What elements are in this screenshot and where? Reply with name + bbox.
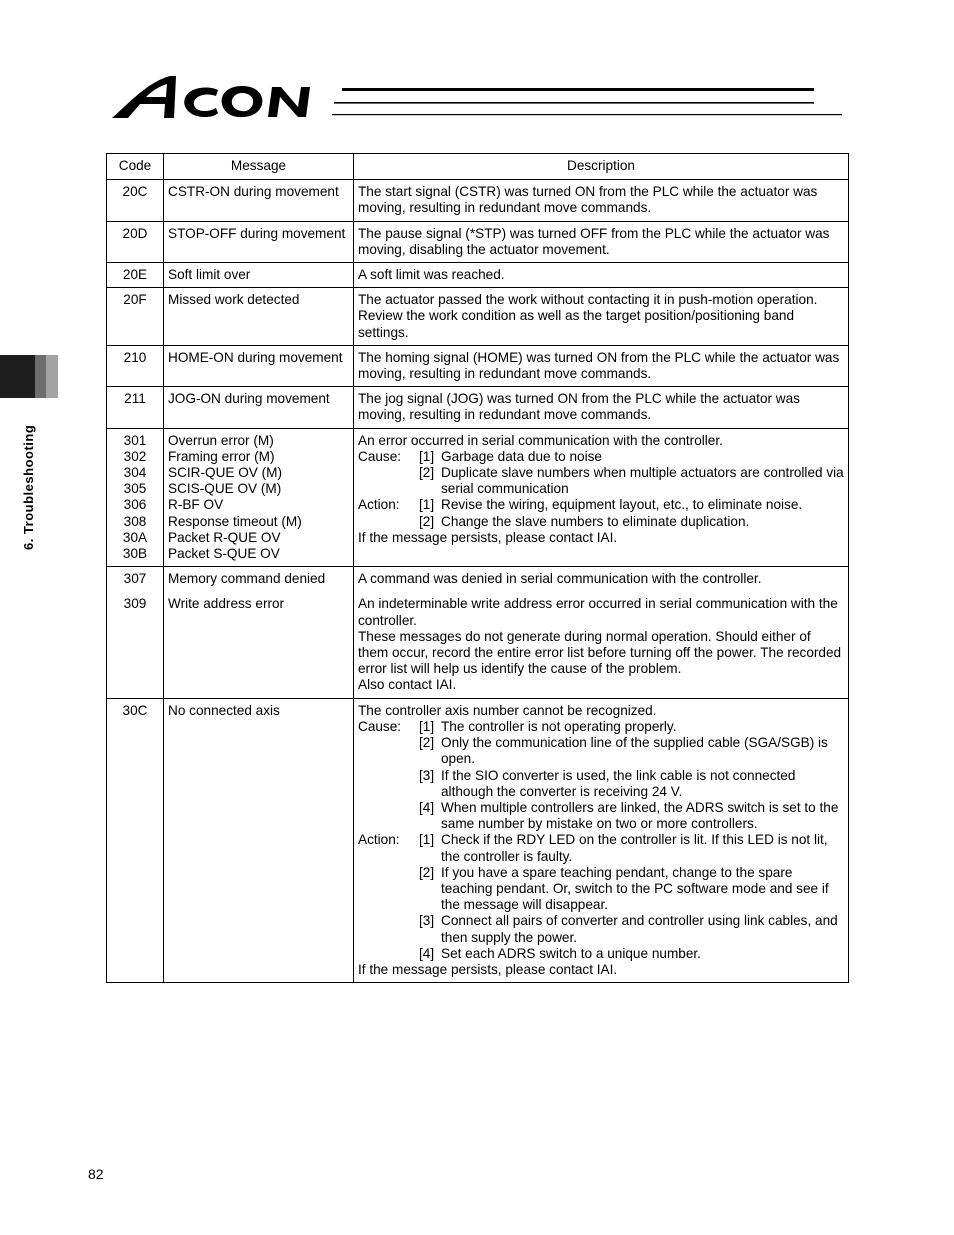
error-description: A soft limit was reached. <box>354 263 849 288</box>
item-number: [2] <box>419 864 435 880</box>
item-number: [4] <box>419 799 435 815</box>
item-number: [1] <box>419 497 435 513</box>
table-header-row <box>107 154 849 180</box>
cause-item <box>358 768 844 800</box>
error-code: 20F <box>107 288 164 346</box>
item-number: [3] <box>419 767 435 783</box>
table-row-axis-error <box>107 698 849 982</box>
error-message: Packet S-QUE OV <box>168 546 280 562</box>
description-footer: If the message persists, please contact IAI. <box>358 961 618 977</box>
item-number: [2] <box>419 465 435 481</box>
item-text: Only the communication line of the supplied cable (SGA/SGB) is open. <box>441 735 828 767</box>
action-item <box>358 865 844 914</box>
item-number: [3] <box>419 913 435 929</box>
cause-item <box>358 800 844 832</box>
description-intro: An error occurred in serial communication with the controller. <box>358 432 723 448</box>
table-row <box>107 345 849 386</box>
table-row <box>107 387 849 428</box>
error-message: SCIR-QUE OV (M) <box>168 465 283 481</box>
action-item <box>358 514 844 530</box>
error-code-list <box>107 428 164 567</box>
error-table <box>106 153 849 983</box>
description-text: An indeterminable write address error occurred in serial communication with the controller. <box>358 596 838 628</box>
item-text: Connect all pairs of converter and controller using link cables, and then supply the power. <box>441 913 838 945</box>
error-description: The jog signal (JOG) was turned ON from the PLC while the actuator was moving, resulting in redundant move commands. <box>354 387 849 428</box>
error-message: Response timeout (M) <box>168 513 302 529</box>
cause-item <box>358 465 844 497</box>
action-label: Action: <box>358 497 400 513</box>
error-code: 30B <box>122 546 148 562</box>
error-message: CSTR-ON during movement <box>164 180 354 221</box>
error-code: 20C <box>107 180 164 221</box>
item-text: Revise the wiring, equipment layout, etc., to eliminate noise. <box>441 497 803 513</box>
item-number: [1] <box>419 448 435 464</box>
item-number: [2] <box>419 513 435 529</box>
table-row <box>107 263 849 288</box>
error-code: 306 <box>123 497 147 513</box>
table-row-serial-errors <box>107 428 849 567</box>
description-text: A command was denied in serial communication with the controller. <box>358 571 762 587</box>
error-message-list <box>164 567 354 698</box>
description-text: Also contact IAI. <box>358 677 457 693</box>
error-description: The actuator passed the work without contacting it in push-motion operation. Review the work condition as well as the target position/positioning band settings. <box>354 288 849 346</box>
item-number: [4] <box>419 945 435 961</box>
error-code: 302 <box>123 448 147 464</box>
acon-logo <box>110 72 850 122</box>
error-description <box>354 428 849 567</box>
acon-logo-graphic <box>110 72 850 122</box>
action-item <box>358 832 844 864</box>
error-code: 30A <box>122 529 148 545</box>
error-code: 20E <box>107 263 164 288</box>
error-code: 210 <box>107 345 164 386</box>
cause-label: Cause: <box>358 718 402 734</box>
header-message: Message <box>164 154 354 180</box>
error-description: The homing signal (HOME) was turned ON from the PLC while the actuator was moving, resulting in redundant move commands. <box>354 345 849 386</box>
error-code-list <box>107 567 164 698</box>
error-message: SCIS-QUE OV (M) <box>168 481 282 497</box>
cause-item <box>358 719 844 735</box>
error-message: Write address error <box>168 596 285 612</box>
cause-item <box>358 735 844 767</box>
error-message: HOME-ON during movement <box>164 345 354 386</box>
error-message: Soft limit over <box>164 263 354 288</box>
error-code: 211 <box>107 387 164 428</box>
chapter-tab <box>0 355 58 398</box>
error-message: Packet R-QUE OV <box>168 529 281 545</box>
item-number: [1] <box>419 832 435 848</box>
action-item <box>358 497 844 513</box>
error-description <box>354 698 849 982</box>
error-code: 30C <box>107 698 164 982</box>
action-item <box>358 913 844 945</box>
description-footer: If the message persists, please contact IAI. <box>358 529 618 545</box>
chapter-label <box>19 410 39 550</box>
header-code: Code <box>107 154 164 180</box>
error-code: 307 <box>123 571 147 587</box>
page-number: 82 <box>88 1166 104 1182</box>
table-row <box>107 180 849 221</box>
item-text: The controller is not operating properly. <box>441 718 677 734</box>
cause-label: Cause: <box>358 448 402 464</box>
item-text: When multiple controllers are linked, the ADRS switch is set to the same number by mistake on two or more controllers. <box>441 799 839 832</box>
table-row <box>107 288 849 346</box>
description-text: These messages do not generate during normal operation. Should either of them occur, record the entire error list before turning off the power. The recorded error list will help us identify the cause of the problem. <box>358 628 842 677</box>
item-text: Change the slave numbers to eliminate duplication. <box>441 513 750 529</box>
error-message: No connected axis <box>164 698 354 982</box>
action-label: Action: <box>358 832 400 848</box>
error-message-list <box>164 428 354 567</box>
error-message: JOG-ON during movement <box>164 387 354 428</box>
item-text: Garbage data due to noise <box>441 448 602 464</box>
error-code: 305 <box>123 481 147 497</box>
error-code: 308 <box>123 513 147 529</box>
item-text: Check if the RDY LED on the controller is lit. If this LED is not lit, the controller is faulty. <box>441 832 828 864</box>
error-message: Framing error (M) <box>168 448 275 464</box>
error-description: The start signal (CSTR) was turned ON from the PLC while the actuator was moving, resulting in redundant move commands. <box>354 180 849 221</box>
item-text: If you have a spare teaching pendant, change to the spare teaching pendant. Or, switch to the PC software mode and see if the message will disappear. <box>441 864 829 913</box>
item-text: If the SIO converter is used, the link cable is not connected although the converter is receiving 24 V. <box>441 767 796 799</box>
action-item <box>358 946 844 962</box>
error-description <box>354 567 849 698</box>
table-row <box>107 221 849 262</box>
error-message: STOP-OFF during movement <box>164 221 354 262</box>
cause-item <box>358 449 844 465</box>
error-description: The pause signal (*STP) was turned OFF from the PLC while the actuator was moving, disabling the actuator movement. <box>354 221 849 262</box>
error-message: R-BF OV <box>168 497 224 513</box>
error-code: 309 <box>123 596 147 612</box>
item-text: Duplicate slave numbers when multiple actuators are controlled via serial communication <box>441 465 844 497</box>
item-number: [2] <box>419 735 435 751</box>
error-code: 20D <box>107 221 164 262</box>
error-code: 301 <box>123 432 147 448</box>
chapter-label-text: 6. Troubleshooting <box>21 424 36 550</box>
item-text: Set each ADRS switch to a unique number. <box>441 945 701 961</box>
error-message: Missed work detected <box>164 288 354 346</box>
error-message: Overrun error (M) <box>168 432 274 448</box>
table-row-command-errors <box>107 567 849 698</box>
error-code: 304 <box>123 465 147 481</box>
description-intro: The controller axis number cannot be recognized. <box>358 702 657 718</box>
item-number: [1] <box>419 718 435 734</box>
error-message: Memory command denied <box>168 571 326 587</box>
header-description: Description <box>354 154 849 180</box>
